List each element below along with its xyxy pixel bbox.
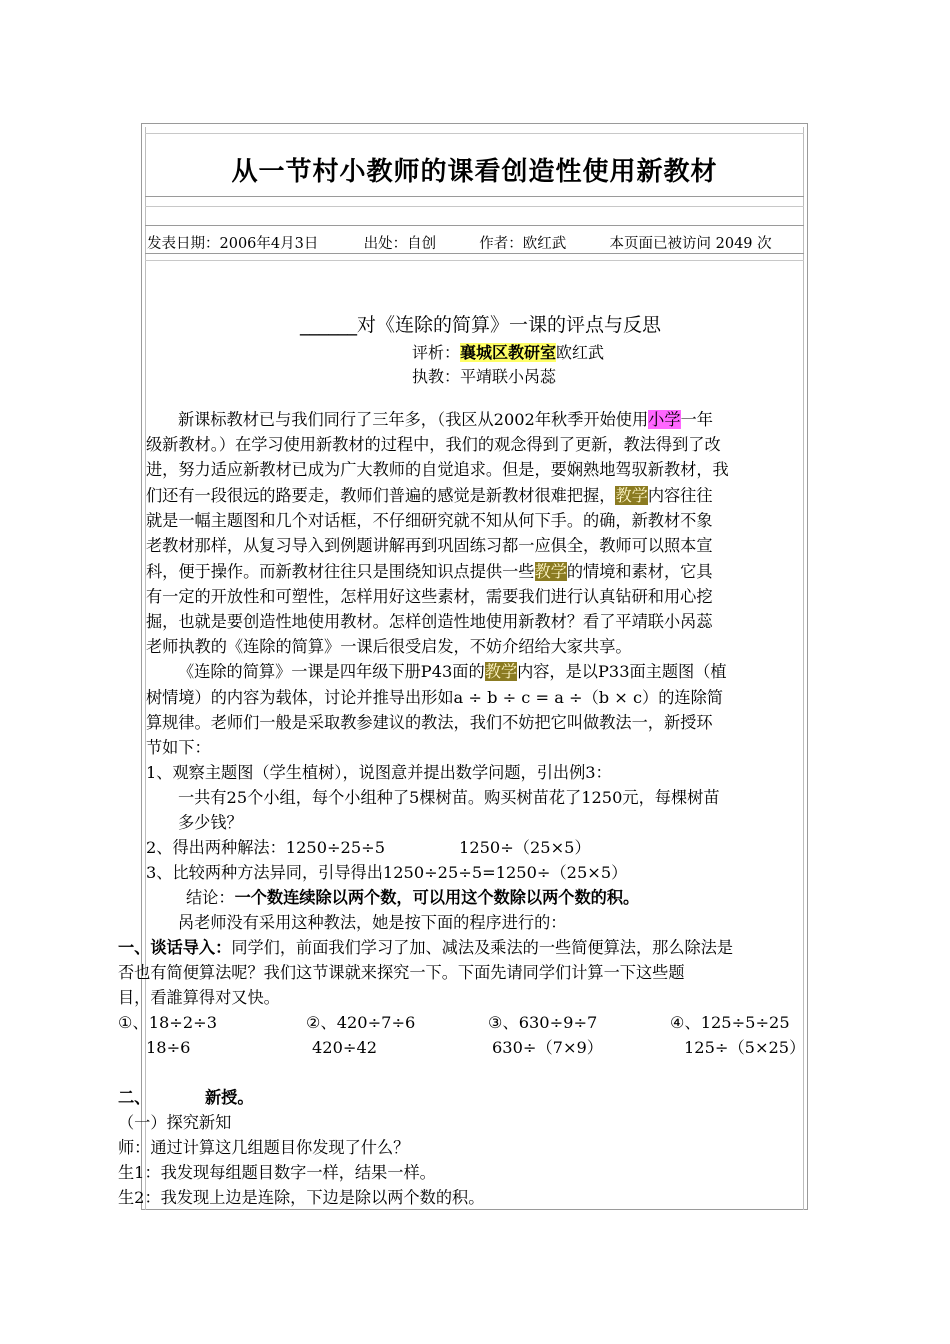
- reviewer: 评析：襄城区教研室欧红武: [412, 343, 605, 362]
- subsection: （一）探究新知: [118, 1113, 232, 1132]
- exercise: 18÷6: [146, 1038, 191, 1057]
- exercise: ④、125÷5÷25: [670, 1013, 790, 1032]
- paragraph-line: 老教材那样，从复习导入到例题讲解再到巩固练习都一应俱全，教师可以照本宣: [146, 536, 713, 555]
- highlight-keyword: 教学: [484, 662, 518, 681]
- step-2: 2、得出两种解法：1250÷25÷5 1250÷（25×5）: [146, 838, 591, 857]
- divider: [145, 260, 804, 261]
- highlight-keyword: 小学: [648, 410, 681, 429]
- visit-count: 本页面已被访问 2049 次: [609, 236, 772, 252]
- author: 作者：欧红武: [479, 236, 567, 252]
- exercise: 420÷42: [312, 1038, 378, 1057]
- paragraph-line: 新课标教材已与我们同行了三年多，（我区从2002年秋季开始使用小学一年: [178, 410, 713, 429]
- divider: [145, 206, 804, 207]
- highlight-keyword: 教学: [615, 486, 648, 505]
- page-title: 从一节村小教师的课看创造性使用新教材: [231, 157, 718, 187]
- source: 出处：自创: [363, 236, 437, 252]
- exercise: ③、630÷9÷7: [488, 1013, 598, 1032]
- step-3: 3、比较两种方法异同，引导得出1250÷25÷5=1250÷（25×5）: [146, 863, 628, 882]
- dialogue-line: 生2：我发现上边是连除，下边是除以两个数的积。: [118, 1188, 485, 1207]
- paragraph-line: 们还有一段很远的路要走，教师们普遍的感觉是新教材很难把握，教学内容往往: [146, 486, 713, 505]
- paragraph-line: 否也有简便算法呢？我们这节课就来探究一下。下面先请同学们计算一下这些题: [118, 963, 685, 982]
- paragraph-line: 《连除的简算》一课是四年级下册P43面的教学内容，是以P33面主题图（植: [178, 662, 727, 681]
- divider: [145, 196, 804, 197]
- exercise: ②、420÷7÷6: [306, 1013, 416, 1032]
- example-question: 多少钱？: [178, 813, 243, 832]
- paragraph-line: 呙老师没有采用这种教法，她是按下面的程序进行的：: [178, 913, 567, 932]
- paragraph-line: 级新教材。）在学习使用新教材的过程中，我们的观念得到了更新，教法得到了改: [146, 435, 721, 454]
- paragraph-line: 有一定的开放性和可塑性，怎样用好这些素材，需要我们进行认真钻研和用心挖: [146, 587, 713, 606]
- example-question: 一共有25个小组，每个小组种了5棵树苗。购买树苗花了1250元，每棵树苗: [178, 788, 720, 807]
- divider: [145, 225, 804, 226]
- exercise: 125÷（5×25）: [684, 1038, 806, 1057]
- paragraph-line: 进，努力适应新教材已成为广大教师的自觉追求。但是，要娴熟地驾驭新教材，我: [146, 460, 729, 479]
- section-2-title: 新授。: [205, 1088, 254, 1107]
- paragraph-line: 节如下：: [146, 738, 211, 757]
- section-2-label: 二、: [118, 1088, 151, 1107]
- paragraph-line: 树情境）的内容为载体，讨论并推导出形如a ÷ b ÷ c = a ÷（b × c）的连除简: [146, 688, 723, 707]
- divider: [145, 253, 804, 254]
- paragraph-line: 目，看誰算得对又快。: [118, 988, 280, 1007]
- divider: [145, 133, 804, 134]
- paragraph-line: 就是一幅主题图和几个对话框，不仔细研究就不知从何下手。的确，新教材不象: [146, 511, 713, 530]
- paragraph-line: 算规律。老师们一般是采取教参建议的教法，我们不妨把它叫做教法一，新授环: [146, 713, 713, 732]
- dialogue-line: 生1：我发现每组题目数字一样，结果一样。: [118, 1163, 436, 1182]
- reviewer-org: 襄城区教研室: [460, 343, 557, 362]
- article-meta: [147, 232, 807, 253]
- teacher: 执教：平靖联小呙蕊: [412, 367, 557, 386]
- paragraph-line: 掘，也就是要创造性地使用教材。怎样创造性地使用新教材？看了平靖联小呙蕊: [146, 612, 713, 631]
- dialogue-line: 师：通过计算这几组题目你发现了什么？: [118, 1138, 410, 1157]
- conclusion: 结论：一个数连续除以两个数，可以用这个数除以两个数的积。: [186, 888, 640, 907]
- article-subtitle: ______对《连除的简算》一课的评点与反思: [300, 314, 662, 336]
- publish-date: 发表日期：2006年4月3日: [147, 236, 319, 252]
- paragraph-line: 老师执教的《连除的简算》一课后很受启发，不妨介绍给大家共享。: [146, 637, 632, 656]
- exercise: 630÷（7×9）: [492, 1038, 603, 1057]
- paragraph-line: 科，便于操作。而新教材往往只是围绕知识点提供一些教学的情境和素材，它具: [146, 562, 713, 581]
- exercise: ①、18÷2÷3: [118, 1013, 218, 1032]
- step-1: 1、观察主题图（学生植树），说图意并提出数学问题，引出例3：: [146, 763, 612, 782]
- highlight-keyword: 教学: [534, 562, 567, 581]
- section-1: 一、谈话导入：同学们，前面我们学习了加、减法及乘法的一些简便算法，那么除法是: [118, 938, 734, 957]
